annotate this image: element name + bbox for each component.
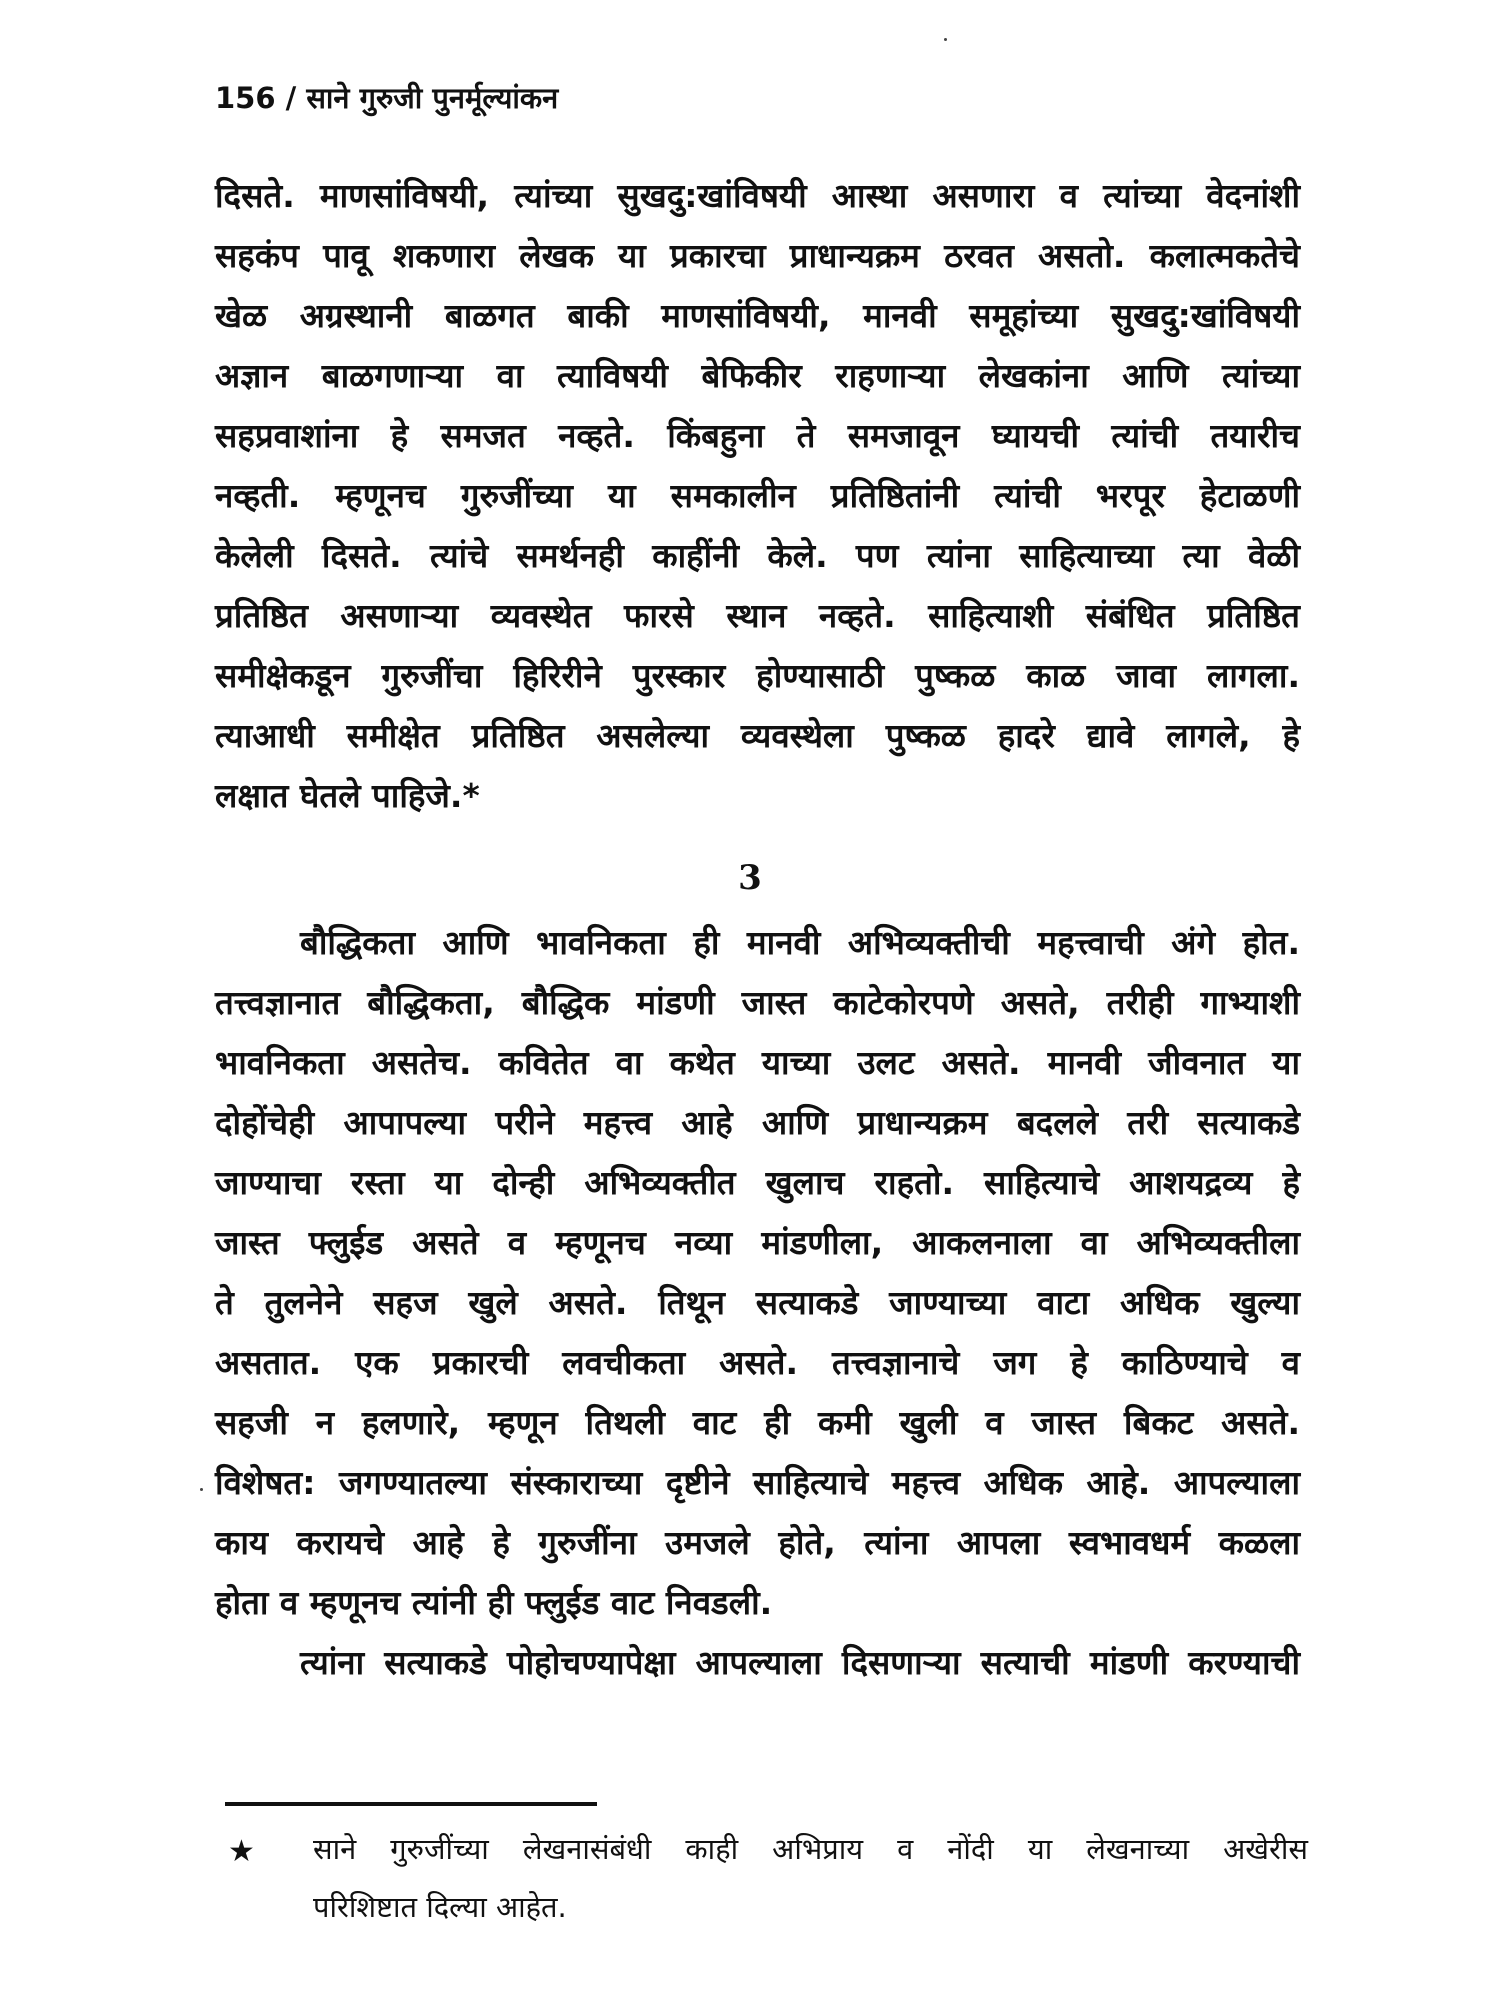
text-line: विशेषत: जगण्यातल्या संस्काराच्या दृष्टीने साहित्याचे महत्त्व अधिक आहे. आपल्याला bbox=[215, 1463, 1300, 1502]
text-line: सहप्रवाशांना हे समजत नव्हते. किंबहुना ते समजावून घ्यायची त्यांची तयारीच bbox=[215, 416, 1300, 455]
text-line: होता व म्हणूनच त्यांनी ही फ्लुईड वाट निवडली. bbox=[215, 1583, 773, 1622]
text-line: केलेली दिसते. त्यांचे समर्थनही काहींनी केले. पण त्यांना साहित्याच्या त्या वेळी bbox=[215, 536, 1300, 575]
text-line: भावनिकता असतेच. कवितेत वा कथेत याच्या उलट असते. मानवी जीवनात या bbox=[215, 1043, 1300, 1082]
text-line: असतात. एक प्रकारची लवचीकता असते. तत्त्वज्ञानाचे जग हे काठिण्याचे व bbox=[215, 1343, 1300, 1382]
text-line: जास्त फ्लुईड असते व म्हणूनच नव्या मांडणीला, आकलनाला वा अभिव्यक्तीला bbox=[215, 1223, 1300, 1262]
text-line: दिसते. माणसांविषयी, त्यांच्या सुखदु:खांविषयी आस्था असणारा व त्यांच्या वेदनांशी bbox=[215, 176, 1300, 215]
scan-speck bbox=[944, 38, 947, 41]
text-line: सहजी न हलणारे, म्हणून तिथली वाट ही कमी खुली व जास्त बिकट असते. bbox=[215, 1403, 1300, 1442]
footnote-text bbox=[313, 1820, 1308, 1936]
text-line: त्यांना सत्याकडे पोहोचण्यापेक्षा आपल्याला दिसणाऱ्या सत्याची मांडणी करण्याची bbox=[300, 1643, 1300, 1682]
footnote-divider bbox=[225, 1802, 597, 1806]
text-line: तत्त्वज्ञानात बौद्धिकता, बौद्धिक मांडणी जास्त काटेकोरपणे असते, तरीही गाभ्याशी bbox=[215, 983, 1300, 1022]
paragraph-1 bbox=[215, 166, 1300, 826]
paragraph-2 bbox=[215, 913, 1300, 1633]
text-line: नव्हती. म्हणूनच गुरुजींच्या या समकालीन प्रतिष्ठितांनी त्यांची भरपूर हेटाळणी bbox=[215, 476, 1300, 515]
text-line: प्रतिष्ठित असणाऱ्या व्यवस्थेत फारसे स्थान नव्हते. साहित्याशी संबंधित प्रतिष्ठित bbox=[215, 596, 1300, 635]
running-head: 156 / साने गुरुजी पुनर्मूल्यांकन bbox=[215, 81, 559, 115]
text-line: लक्षात घेतले पाहिजे.* bbox=[215, 776, 480, 815]
scan-speck bbox=[200, 1488, 203, 1491]
star-icon: ★ bbox=[228, 1834, 255, 1869]
text-line: ते तुलनेने सहज खुले असते. तिथून सत्याकडे जाण्याच्या वाटा अधिक खुल्या bbox=[215, 1283, 1300, 1322]
paragraph-3 bbox=[215, 1633, 1300, 1693]
text-line: समीक्षेकडून गुरुजींचा हिरिरीने पुरस्कार होण्यासाठी पुष्कळ काळ जावा लागला. bbox=[215, 656, 1300, 695]
section-number: 3 bbox=[738, 858, 762, 898]
footnote-line: साने गुरुजींच्या लेखनासंबंधी काही अभिप्राय व नोंदी या लेखनाच्या अखेरीस bbox=[313, 1832, 1308, 1866]
text-line: अज्ञान बाळगणाऱ्या वा त्याविषयी बेफिकीर राहणाऱ्या लेखकांना आणि त्यांच्या bbox=[215, 356, 1300, 395]
text-line: बौद्धिकता आणि भावनिकता ही मानवी अभिव्यक्तीची महत्त्वाची अंगे होत. bbox=[300, 923, 1300, 962]
text-line: खेळ अग्रस्थानी बाळगत बाकी माणसांविषयी, मानवी समूहांच्या सुखदु:खांविषयी bbox=[215, 296, 1300, 335]
text-line: जाण्याचा रस्ता या दोन्ही अभिव्यक्तीत खुलाच राहतो. साहित्याचे आशयद्रव्य हे bbox=[215, 1163, 1300, 1202]
text-line: त्याआधी समीक्षेत प्रतिष्ठित असलेल्या व्यवस्थेला पुष्कळ हादरे द्यावे लागले, हे bbox=[215, 716, 1300, 755]
text-line: दोहोंचेही आपापल्या परीने महत्त्व आहे आणि प्राधान्यक्रम बदलले तरी सत्याकडे bbox=[215, 1103, 1300, 1142]
text-line: काय करायचे आहे हे गुरुजींना उमजले होते, त्यांना आपला स्वभावधर्म कळला bbox=[215, 1523, 1300, 1562]
text-line: सहकंप पावू शकणारा लेखक या प्रकारचा प्राधान्यक्रम ठरवत असतो. कलात्मकतेचे bbox=[215, 236, 1300, 275]
footnote-line: परिशिष्टात दिल्या आहेत. bbox=[313, 1890, 567, 1924]
